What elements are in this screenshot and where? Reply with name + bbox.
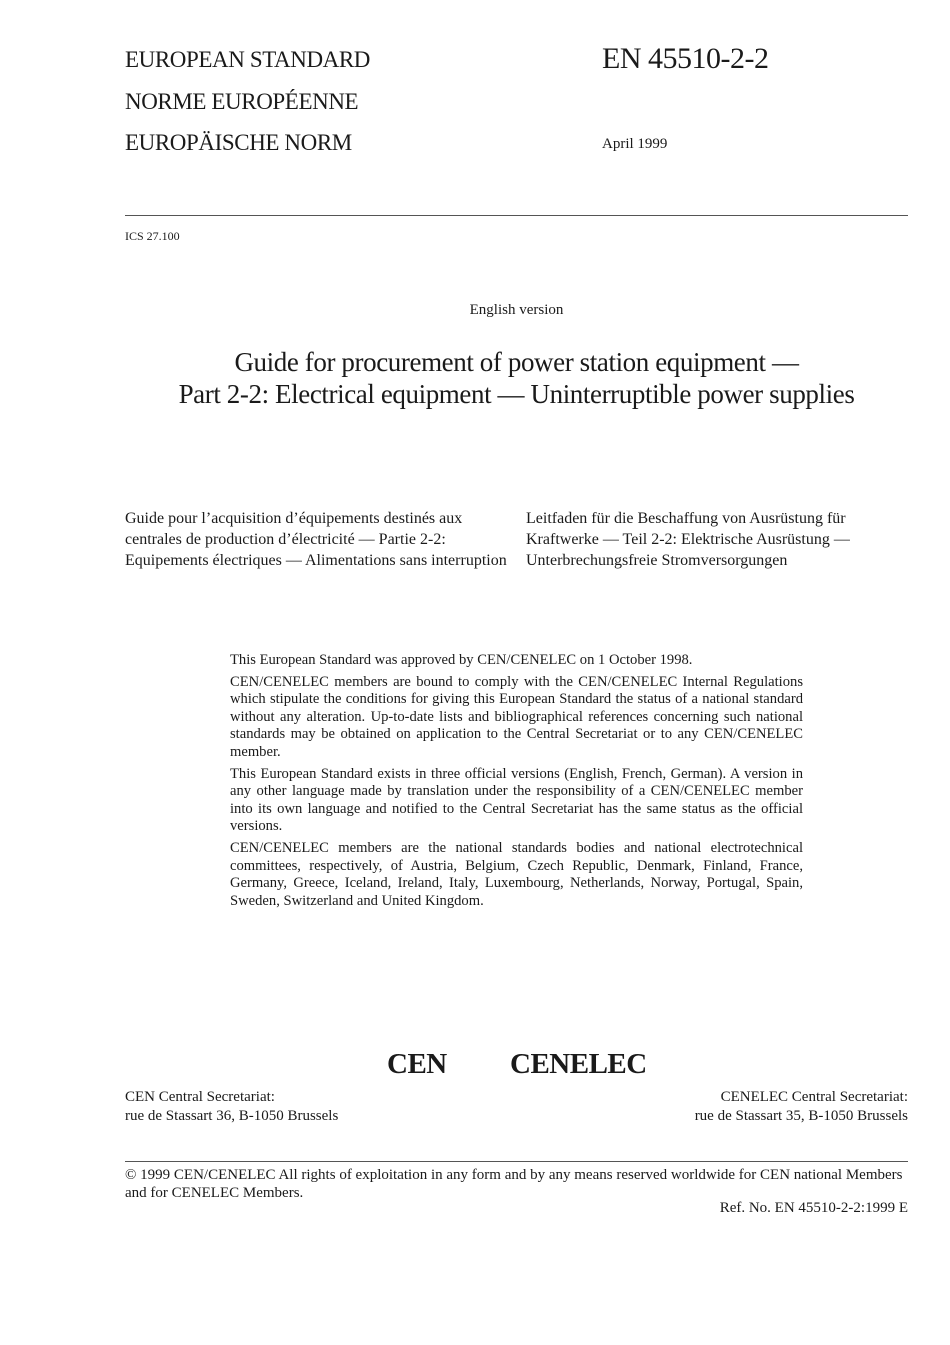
cenelec-address: [695, 1088, 908, 1126]
title-line-2: Part 2-2: Electrical equipment — Uninterruptible power supplies: [178, 379, 855, 409]
document-title: [125, 346, 908, 410]
header-divider: [125, 215, 908, 216]
cen-logo: CEN: [387, 1048, 447, 1080]
version-label: English version: [469, 302, 564, 318]
standard-name-french: NORME EUROPÉENNE: [125, 89, 359, 114]
reference-number: Ref. No. EN 45510-2-2:1999 E: [719, 1200, 908, 1216]
cen-address-line-1: CEN Central Secretariat:: [125, 1089, 275, 1105]
statement-paragraph: CEN/CENELEC members are bound to comply with the CEN/CENELEC Internal Regulations which stipulate the conditions for giving this European Standard the status of a national standard without any alteration. Up-to-date lists and bibliographical references concerning such national standards may be obtained on application to the Central Secretariat or to any CEN/CENELEC member.: [230, 673, 803, 760]
cen-address-line-2: rue de Stassart 36, B-1050 Brussels: [125, 1108, 339, 1124]
publication-date: April 1999: [602, 136, 668, 152]
statement-paragraph: This European Standard was approved by CEN/CENELEC on 1 October 1998.: [230, 652, 693, 668]
ics-code: ICS 27.100: [125, 229, 180, 243]
copyright-notice: © 1999 CEN/CENELEC All rights of exploitation in any form and by any means reserved worldwide for CEN national Members and for CENELEC Members.: [125, 1167, 903, 1201]
standard-name-english: EUROPEAN STANDARD: [125, 47, 371, 72]
french-title: Guide pour l’acquisition d’équipements destinés aux centrales de production d’électricité — Partie 2-2: Equipements électriques — Alimentations sans interruption: [125, 510, 507, 569]
cenelec-logo: CENELEC: [510, 1048, 647, 1080]
document-number: EN 45510-2-2: [602, 42, 769, 75]
cenelec-address-line-1: CENELEC Central Secretariat:: [720, 1089, 908, 1105]
statement-paragraph: This European Standard exists in three official versions (English, French, German). A version in any other language made by translation under the responsibility of a CEN/CENELEC member into its own language and notified to the Central Secretariat has the same status as the official versions.: [230, 765, 803, 835]
cenelec-address-line-2: rue de Stassart 35, B-1050 Brussels: [694, 1108, 908, 1124]
title-line-1: Guide for procurement of power station equipment —: [234, 347, 799, 377]
german-title: Leitfaden für die Beschaffung von Ausrüstung für Kraftwerke — Teil 2-2: Elektrische Ausrüstung — Unterbrechungsfreie Stromversorgungen: [526, 510, 850, 569]
statement-paragraph: CEN/CENELEC members are the national standards bodies and national electrotechnical committees, respectively, of Austria, Belgium, Czech Republic, Denmark, Finland, France, Germany, Greece, Iceland, Ireland, Italy, Luxembourg, Netherlands, Norway, Portugal, Spain, Sweden, Switzerland and United Kingdom.: [230, 839, 803, 909]
standard-name-german: EUROPÄISCHE NORM: [125, 130, 352, 155]
approval-statement: [230, 652, 803, 914]
cen-address: [125, 1088, 338, 1126]
footer-divider: [125, 1161, 908, 1162]
